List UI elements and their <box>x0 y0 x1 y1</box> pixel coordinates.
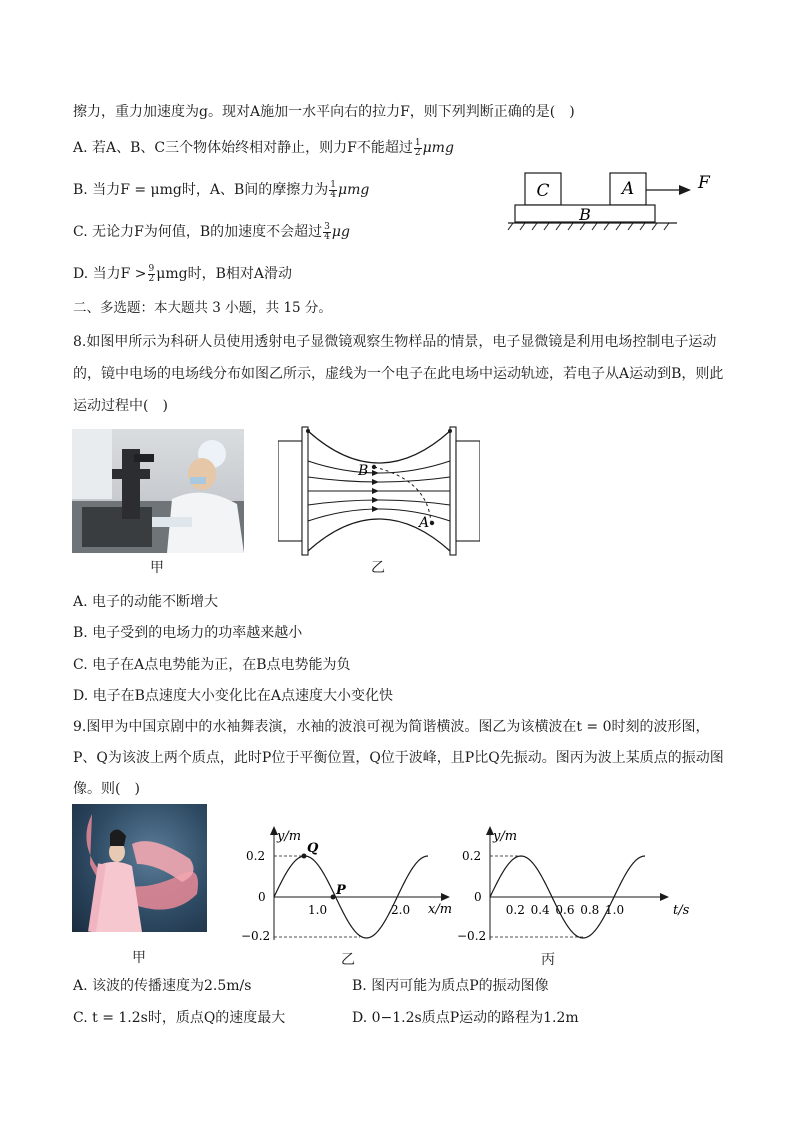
q9-stem-line-3: 像。则( ) <box>73 781 140 797</box>
force-label: F <box>698 173 710 193</box>
vib-xtick: 0.2 <box>505 903 525 917</box>
q7-stem-line: 擦力，重力加速度为g。现对A施加一水平向右的拉力F，则下列判断正确的是( ) <box>73 104 575 120</box>
opera-dancer-photo <box>72 804 207 932</box>
vib-xtick: 0.4 <box>530 903 550 917</box>
q7-option-d-text: D. 当力F > <box>73 266 147 282</box>
section-2-title: 二、多选题：本大题共 3 小题，共 15 分。 <box>73 300 332 316</box>
fraction: $\frac{1}{4}$ <box>330 179 337 200</box>
microscope-photo <box>72 429 244 553</box>
q9-option-b: B. 图丙可能为质点P的振动图像 <box>352 978 549 994</box>
vib-xtick: 0.8 <box>580 903 600 917</box>
vib-y-bottom: −0.2 <box>457 929 487 943</box>
vib-xtick: 0.6 <box>555 903 575 917</box>
point-q-label: Q <box>307 841 319 856</box>
wave-xtick-2: 2.0 <box>391 903 411 917</box>
vib-xtick: 1.0 <box>605 903 625 917</box>
q8-option-d: D. 电子在B点速度大小变化比在A点速度大小变化快 <box>73 688 394 704</box>
block-c-label: C <box>536 181 550 201</box>
vib-ylabel: y/m <box>493 829 518 844</box>
point-b-label: B <box>358 463 369 479</box>
wave-y-bottom: −0.2 <box>241 929 271 943</box>
point-b <box>372 465 376 469</box>
board-b-label: B <box>579 205 591 224</box>
point-q <box>302 854 307 859</box>
vib-xlabel: t/s <box>673 903 690 918</box>
vib-origin: 0 <box>474 890 482 904</box>
wave-origin: 0 <box>258 890 266 904</box>
q9-option-c: C. t = 1.2s时，质点Q的速度最大 <box>73 1010 286 1026</box>
q7-option-a: A. 若A、B、C三个物体始终相对静止，则力F不能超过 $\frac{1}{2}$ μmg <box>73 137 454 158</box>
q9-option-d: D. 0−1.2s质点P运动的路程为1.2m <box>352 1010 579 1026</box>
point-a-label: A <box>419 515 430 531</box>
point-p-label: P <box>336 883 346 898</box>
q9-option-a: A. 该波的传播速度为2.5m/s <box>73 978 252 994</box>
q8-stem-line-1: 8.如图甲所示为科研人员使用透射电子显微镜观察生物样品的情景，电子显微镜是利用电场控制电子运动 <box>73 334 717 350</box>
q7-option-b-text: B. 当力F = μmg时，A、B间的摩擦力为 <box>73 182 329 198</box>
wave-xlabel: x/m <box>428 902 453 917</box>
q9-caption-bing: 丙 <box>541 952 555 968</box>
fraction: $\frac{3}{4}$ <box>324 221 330 242</box>
q8-caption-jia: 甲 <box>150 560 164 576</box>
wave-chart <box>238 822 460 947</box>
q9-caption-yi: 乙 <box>341 952 355 968</box>
x-axis-arrow-icon <box>660 893 669 901</box>
q8-option-a: A. 电子的动能不断增大 <box>73 594 219 610</box>
block-a-label: A <box>621 179 635 199</box>
x-axis-arrow-icon <box>441 893 450 901</box>
electric-field-diagram <box>278 425 480 557</box>
q7-option-c-text: C. 无论力F为何值，B的加速度不会超过 <box>73 224 323 240</box>
q7-option-c: C. 无论力F为何值，B的加速度不会超过 $\frac{3}{4}$ μg <box>73 221 350 242</box>
q8-caption-yi: 乙 <box>371 560 385 576</box>
vibration-chart <box>455 822 695 947</box>
q7-option-a-text: A. 若A、B、C三个物体始终相对静止，则力F不能超过 <box>73 140 413 156</box>
force-arrow-icon <box>679 185 691 195</box>
fraction: $\frac{1}{2}$ <box>414 137 421 158</box>
q7-option-b: B. 当力F = μmg时，A、B间的摩擦力为 $\frac{1}{4}$ μmg <box>73 179 370 200</box>
q9-stem-line-2: P、Q为该波上两个质点，此时P位于平衡位置，Q位于波峰，且P比Q先振动。图丙为波上某质点的振动图 <box>73 750 724 766</box>
fraction: $\frac{9}{2}$ <box>148 263 155 284</box>
q8-stem-line-3: 运动过程中( ) <box>73 398 168 414</box>
q8-stem-line-2: 的，镜中电场的电场线分布如图乙所示，虚线为一个电子在此电场中运动轨迹，若电子从A运动到B，则此 <box>73 366 724 382</box>
point-p <box>331 895 336 900</box>
q7-block-diagram <box>505 168 720 238</box>
q7-option-d: D. 当力F > $\frac{9}{2}$ μmg时，B相对A滑动 <box>73 263 292 284</box>
point-a <box>430 521 434 525</box>
wave-ylabel: y/m <box>277 829 302 844</box>
vib-y-top: 0.2 <box>462 849 482 863</box>
wave-xtick-1: 1.0 <box>308 903 328 917</box>
q9-caption-jia: 甲 <box>132 950 146 966</box>
q8-option-b: B. 电子受到的电场力的功率越来越小 <box>73 625 303 641</box>
q8-option-c: C. 电子在A点电势能为正，在B点电势能为负 <box>73 657 351 673</box>
q9-stem-line-1: 9.图甲为中国京剧中的水袖舞表演，水袖的波浪可视为简谐横波。图乙为该横波在t = 0时刻的波形图， <box>73 719 710 735</box>
wave-y-top: 0.2 <box>246 849 266 863</box>
